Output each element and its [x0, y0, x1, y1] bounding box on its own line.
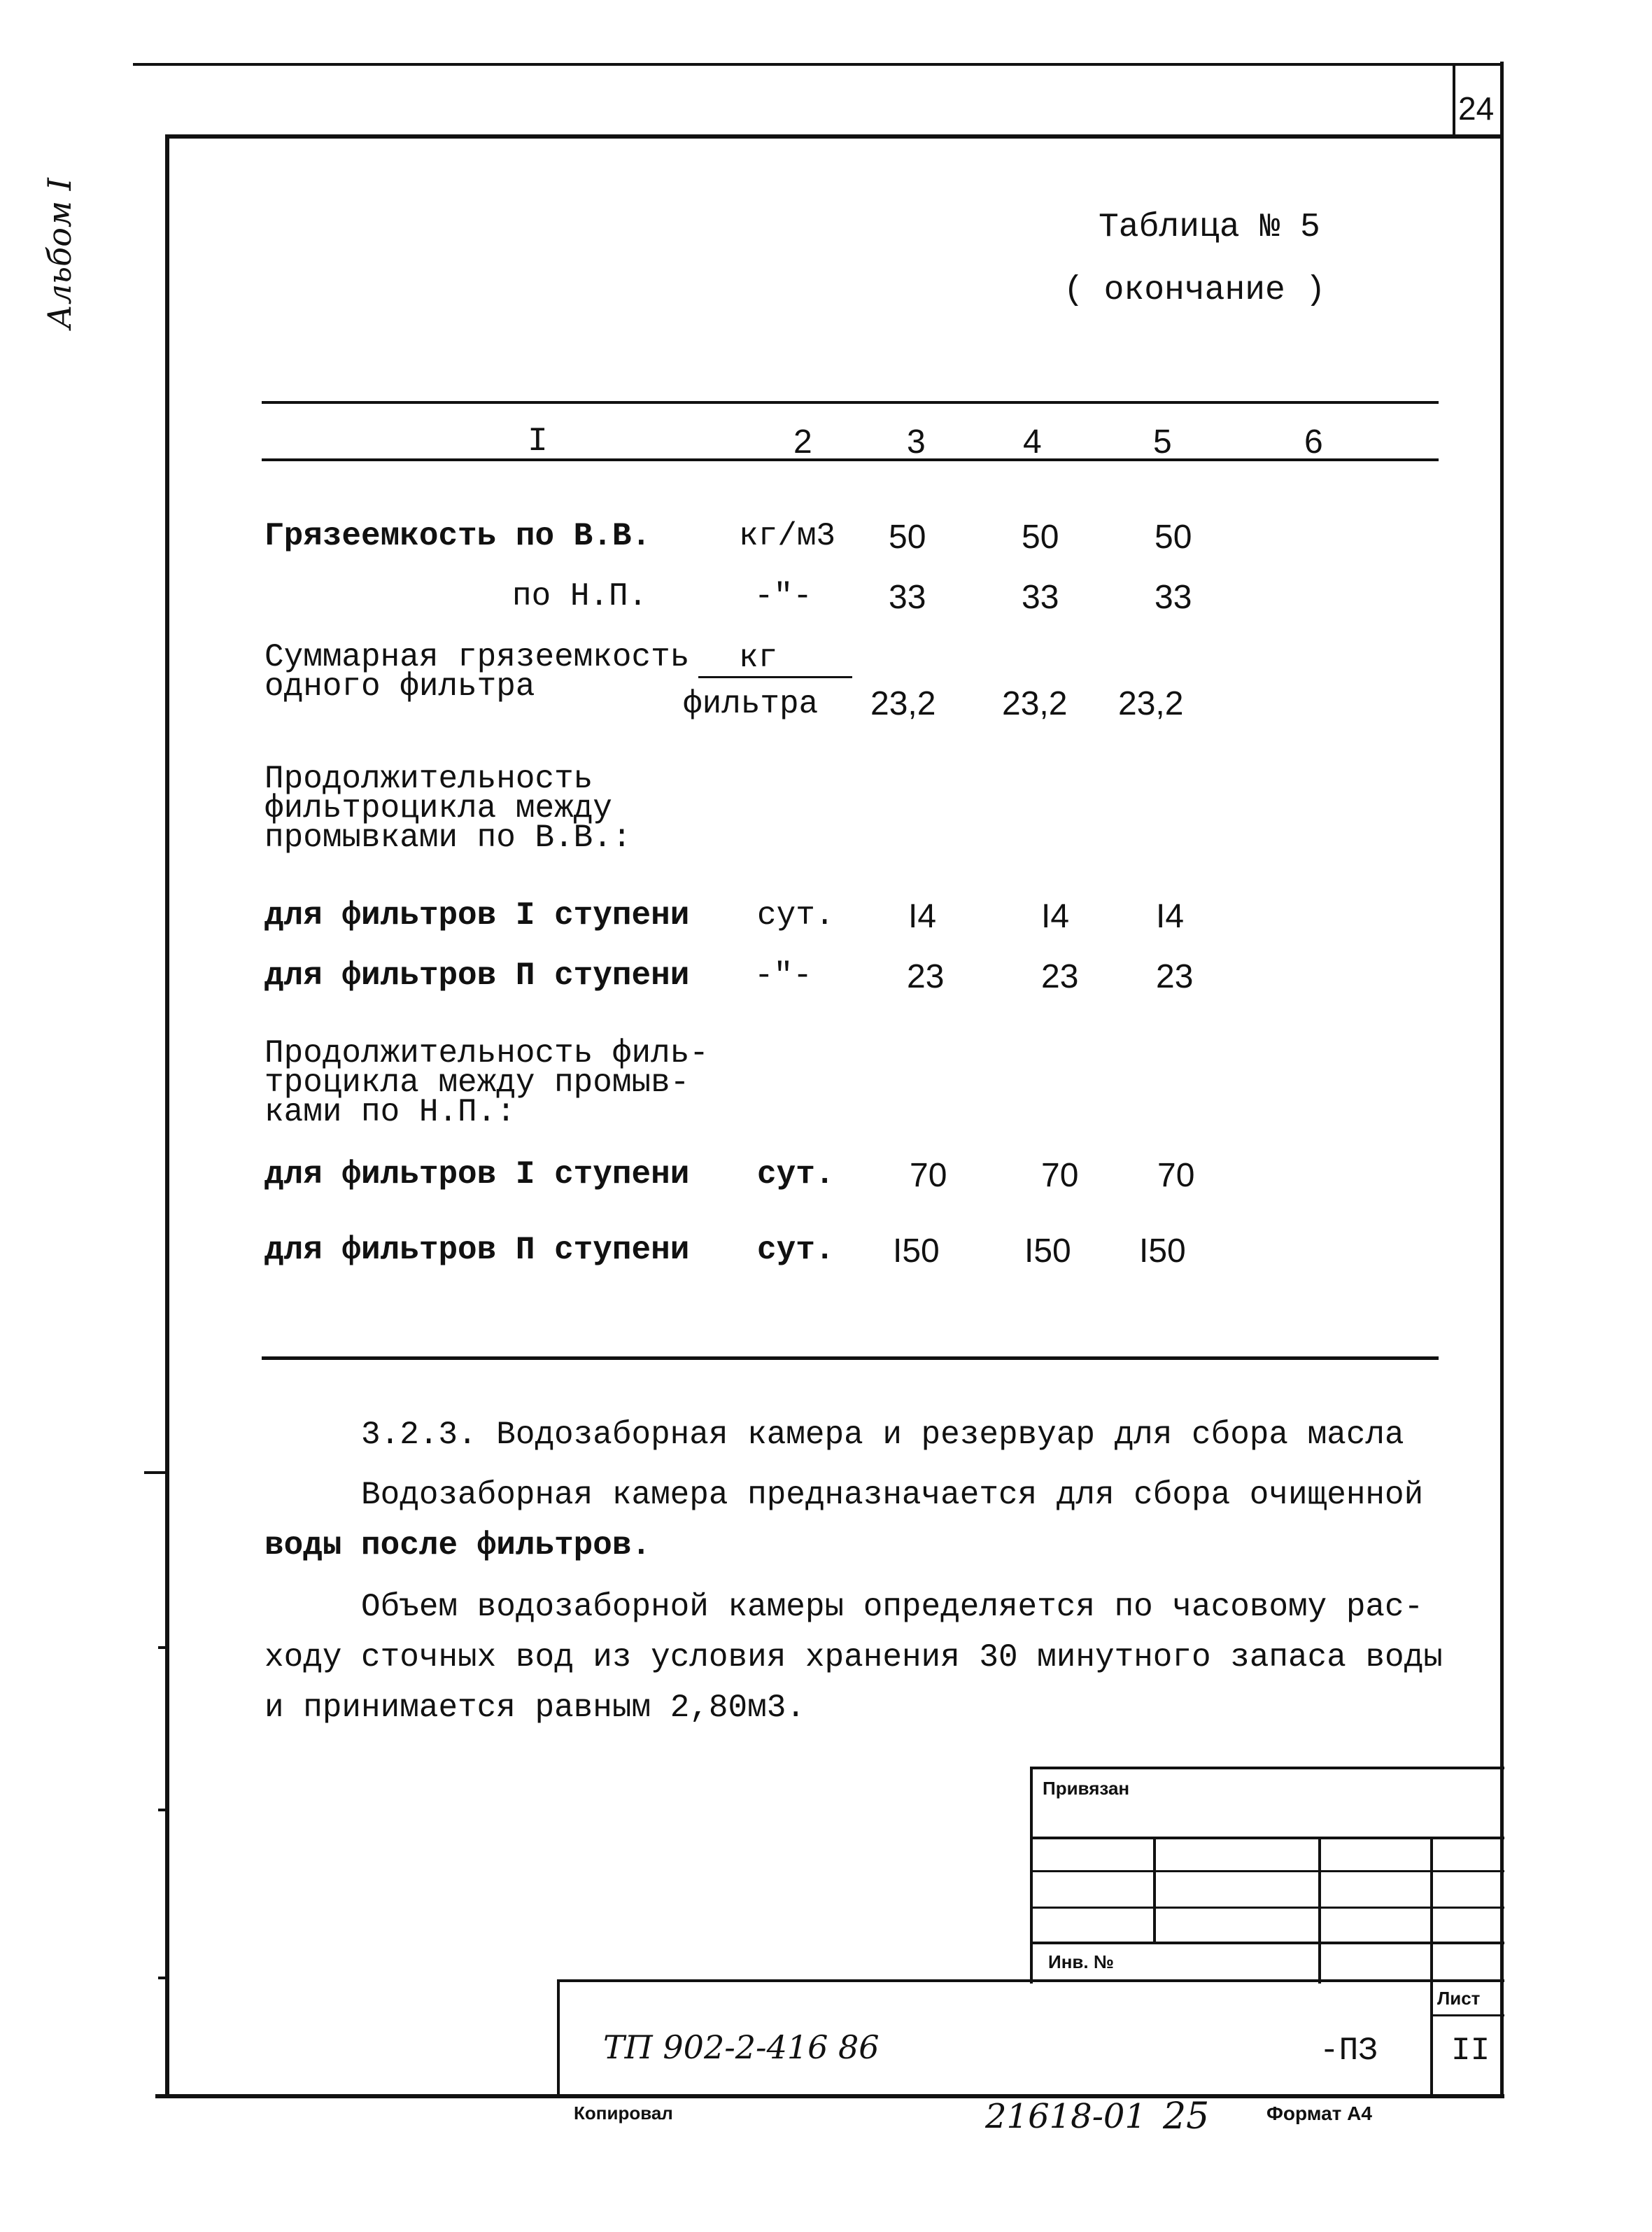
frame-left — [165, 134, 169, 2098]
row-value: 70 — [910, 1157, 947, 1194]
row-label — [264, 1035, 709, 1130]
row-value: 23 — [907, 958, 945, 995]
stamp-border-top — [1030, 1767, 1504, 1769]
copied-label: Копировал — [574, 2103, 673, 2124]
row-label: для фильтров П ступени — [264, 957, 690, 994]
column-header: 3 — [907, 423, 926, 461]
frame-tick — [158, 1977, 169, 1979]
stamp-col — [1318, 1837, 1321, 1984]
stamp-rule — [1030, 1942, 1504, 1944]
row-label: для фильтров I ступени — [264, 897, 690, 934]
row-value: 33 — [889, 579, 926, 616]
margin-note: Альбом I — [41, 178, 78, 329]
format-label: Формат А4 — [1266, 2103, 1372, 2124]
top-edge-line — [133, 63, 1503, 66]
column-header: 5 — [1153, 423, 1172, 461]
table-rule-top — [262, 401, 1439, 404]
column-header: 2 — [793, 423, 812, 461]
table-rule-bottom — [262, 1356, 1439, 1360]
row-unit: -"- — [754, 578, 812, 615]
sheet-cell-left — [1430, 1985, 1433, 2098]
row-value: 33 — [1155, 579, 1192, 616]
column-header: 4 — [1023, 423, 1042, 461]
row-value: 50 — [1155, 519, 1192, 556]
paragraph — [264, 1470, 1423, 1571]
row-label-line: одного фильтра — [264, 668, 535, 705]
privyazan-label: Привязан — [1043, 1778, 1130, 1799]
sheet-cell-divider — [1430, 2014, 1504, 2016]
row-value: 70 — [1157, 1157, 1195, 1194]
row-label: для фильтров П ступени — [264, 1232, 690, 1268]
sheet-value: II — [1451, 2033, 1490, 2069]
row-unit: сут. — [757, 1232, 835, 1268]
row-label — [264, 761, 632, 856]
stamp-rule — [1030, 1907, 1504, 1909]
inv-label: Инв. № — [1048, 1951, 1114, 1972]
sheet-label: Лист — [1437, 1988, 1481, 2009]
row-label: для фильтров I ступени — [264, 1156, 690, 1193]
paragraph-line: и принимается равным 2,80м3. — [264, 1690, 805, 1726]
paragraph-line: Объем водозаборной камеры определяется по часовому рас- — [361, 1589, 1424, 1625]
frame-tick — [158, 1646, 169, 1649]
column-header: 6 — [1304, 423, 1323, 461]
doc-suffix: -ПЗ — [1320, 2033, 1378, 2069]
row-unit: -"- — [754, 957, 812, 994]
titleblock-top — [557, 1979, 1504, 1982]
row-value: 23,2 — [1118, 685, 1184, 722]
stamp-rule — [1030, 1837, 1504, 1839]
row-label-line: Суммарная грязеемкость — [264, 639, 690, 675]
section-heading: 3.2.3. Водозаборная камера и резервуар для сбора масла — [361, 1417, 1404, 1453]
frame-tick — [144, 1471, 169, 1474]
row-unit: кг/м3 — [739, 518, 836, 554]
row-value: 23 — [1041, 958, 1079, 995]
row-unit-numerator: кг — [739, 640, 778, 676]
frame-right — [1500, 62, 1504, 2098]
row-label — [264, 639, 690, 705]
row-value: 23,2 — [870, 685, 936, 722]
stamp-border-left — [1030, 1767, 1033, 1984]
row-value: I50 — [1024, 1233, 1071, 1270]
stamp-rule — [1030, 1870, 1504, 1872]
row-label-line: фильтроцикла между — [264, 790, 612, 827]
row-value: I50 — [893, 1233, 940, 1270]
row-value: I4 — [1156, 898, 1185, 935]
doc-code: ТП 902-2-416 86 — [603, 2028, 880, 2066]
row-unit: сут. — [757, 1156, 835, 1193]
row-label-line: промывками по В.В.: — [264, 820, 632, 856]
row-unit-denominator: фильтра — [683, 686, 819, 722]
titleblock-left — [557, 1979, 560, 2098]
sheet-number: 24 — [1458, 90, 1495, 127]
row-label-line: Продолжительность — [264, 761, 593, 797]
row-value: I50 — [1139, 1233, 1186, 1270]
frame-bottom — [155, 2094, 1504, 2098]
frame-tick — [158, 1809, 169, 1811]
row-value: 23,2 — [1002, 685, 1068, 722]
row-label-line: ками по Н.П.: — [264, 1094, 516, 1130]
column-header: I — [528, 423, 548, 461]
row-value: I4 — [1041, 898, 1070, 935]
paragraph-line: воды после фильтров. — [264, 1527, 651, 1564]
table-rule-header — [262, 458, 1439, 461]
paragraph — [264, 1582, 1443, 1733]
table-title: Таблица № 5 — [1099, 209, 1320, 246]
row-label-line: троцикла между промыв- — [264, 1065, 690, 1101]
fraction-line — [698, 676, 852, 678]
row-value: 50 — [889, 519, 926, 556]
sheet-box-left — [1453, 63, 1455, 136]
row-label: по Н.П. — [512, 578, 648, 615]
paragraph-line: Водозаборная камера предназначается для сбора очищенной — [361, 1477, 1424, 1513]
table-subtitle: ( окончание ) — [1064, 272, 1326, 309]
row-value: 33 — [1022, 579, 1059, 616]
row-unit: сут. — [757, 897, 835, 934]
order-number: 21618-01 — [985, 2097, 1146, 2136]
stamp-col — [1430, 1837, 1433, 1986]
frame-top — [167, 134, 1502, 139]
row-value: 23 — [1156, 958, 1194, 995]
row-label-line: Продолжительность филь- — [264, 1035, 709, 1072]
stamp-col — [1153, 1837, 1156, 1943]
page-number: 25 — [1163, 2096, 1210, 2138]
paragraph-line: ходу сточных вод из условия хранения 30 минутного запаса воды — [264, 1639, 1443, 1676]
row-value: I4 — [908, 898, 937, 935]
row-value: 50 — [1022, 519, 1059, 556]
row-value: 70 — [1041, 1157, 1079, 1194]
row-label: Грязеемкость по В.В. — [264, 518, 651, 554]
